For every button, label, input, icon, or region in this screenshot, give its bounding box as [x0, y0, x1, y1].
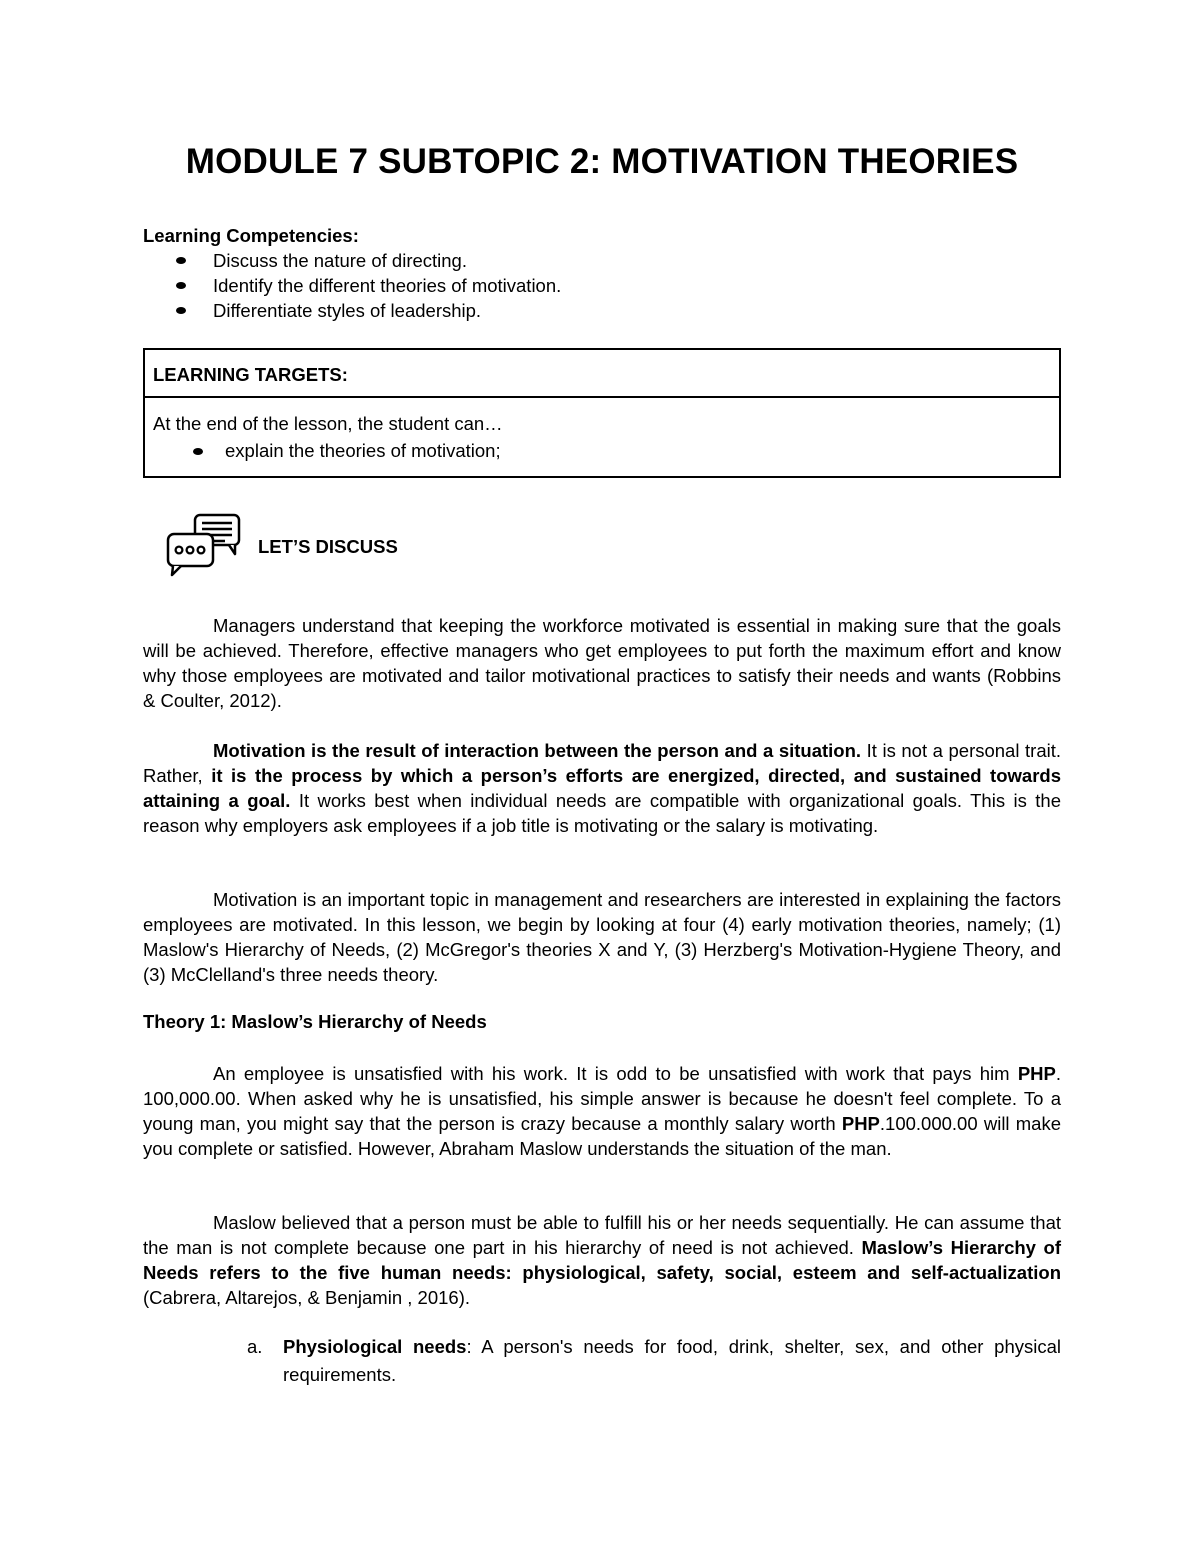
page-title: MODULE 7 SUBTOPIC 2: MOTIVATION THEORIES: [185, 142, 1019, 181]
intro-paragraph-3: Motivation is an important topic in management and researchers are interested in explaining the factors employees are motivated. In this lesson, we begin by looking at four (4) early motivation theories, namely; (1) Maslow's Hierarchy of Needs, (2) McGregor's theories X and Y, (3) Herzberg's Motivation-Hygiene Theory, and (3) McClelland's three needs theory.: [143, 889, 1061, 985]
bullet-icon: [176, 307, 186, 314]
learning-targets-heading: LEARNING TARGETS:: [145, 350, 1059, 398]
learning-targets-body: [145, 398, 1059, 476]
learning-targets-intro: At the end of the lesson, the student can…: [153, 413, 503, 434]
competency-item: Discuss the nature of directing.: [143, 248, 1061, 273]
bullet-icon: [193, 448, 203, 455]
theory-1-paragraph-1: An employee is unsatisfied with his work. It is odd to be unsatisfied with work that pays him PHP. 100,000.00. When asked why he is unsatisfied, his simple answer is because he doesn't feel complete. To a young man, you might say that the person is crazy because a monthly salary worth PHP.100.000.00 will make you complete or satisfied. However, Abraham Maslow understands the situation of the man.: [143, 1063, 1061, 1159]
bullet-icon: [176, 257, 186, 264]
competency-list: [143, 248, 1061, 323]
chat-bubbles-icon: [165, 512, 245, 578]
list-marker: a.: [247, 1336, 263, 1357]
motivation-process-bold: it is the process by which a person’s efforts are energized, directed, and sustained towards attaining a goal.: [143, 765, 1061, 811]
bullet-icon: [176, 282, 186, 289]
theory-1-paragraph-2: Maslow believed that a person must be able to fulfill his or her needs sequentially. He can assume that the man is not complete because one part in his hierarchy of need is not achieved. Maslow’s Hierarchy of Needs refers to the five human needs: physiological, safety, social, esteem and self-actualization (Cabrera, Altarejos, & Benjamin , 2016).: [143, 1212, 1061, 1308]
theory-1-heading: Theory 1: Maslow’s Hierarchy of Needs: [143, 1011, 487, 1032]
needs-list-item: [247, 1333, 1061, 1389]
need-term: Physiological needs: [283, 1336, 467, 1357]
intro-paragraph-2: Motivation is the result of interaction between the person and a situation. It is not a personal trait. Rather, it is the process by which a person’s efforts are energized, directed, and sustained towards attaining a goal. It works best when individual needs are compatible with organizational goals. This is the reason why employers ask employees if a job title is motivating or the salary is motivating.: [143, 740, 1061, 836]
lets-discuss-header: [165, 512, 565, 578]
learning-targets-box: [143, 348, 1061, 478]
competency-item: Identify the different theories of motivation.: [143, 273, 1061, 298]
lets-discuss-label: LET’S DISCUSS: [258, 536, 398, 557]
target-list: [153, 437, 1051, 464]
intro-paragraph-1: Managers understand that keeping the workforce motivated is essential in making sure that the goals will be achieved. Therefore, effective managers who get employees to put forth the maximum effort and know why those employees are motivated and tailor motivational practices to satisfy their needs and wants (Robbins & Coulter, 2012).: [143, 615, 1061, 711]
learning-competencies: [143, 223, 1061, 323]
need-description: : A person's needs for food, drink, shelter, sex, and other physical requirements.: [283, 1336, 1061, 1385]
target-item: explain the theories of motivation;: [153, 437, 1051, 464]
competency-item: Differentiate styles of leadership.: [143, 298, 1061, 323]
learning-competencies-heading: Learning Competencies:: [143, 225, 359, 246]
motivation-definition-bold: Motivation is the result of interaction between the person and a situation.: [213, 740, 862, 761]
hierarchy-definition-bold: Maslow’s Hierarchy of Needs refers to the five human needs: physiological, safety, social, esteem and self-actualization: [143, 1237, 1061, 1283]
